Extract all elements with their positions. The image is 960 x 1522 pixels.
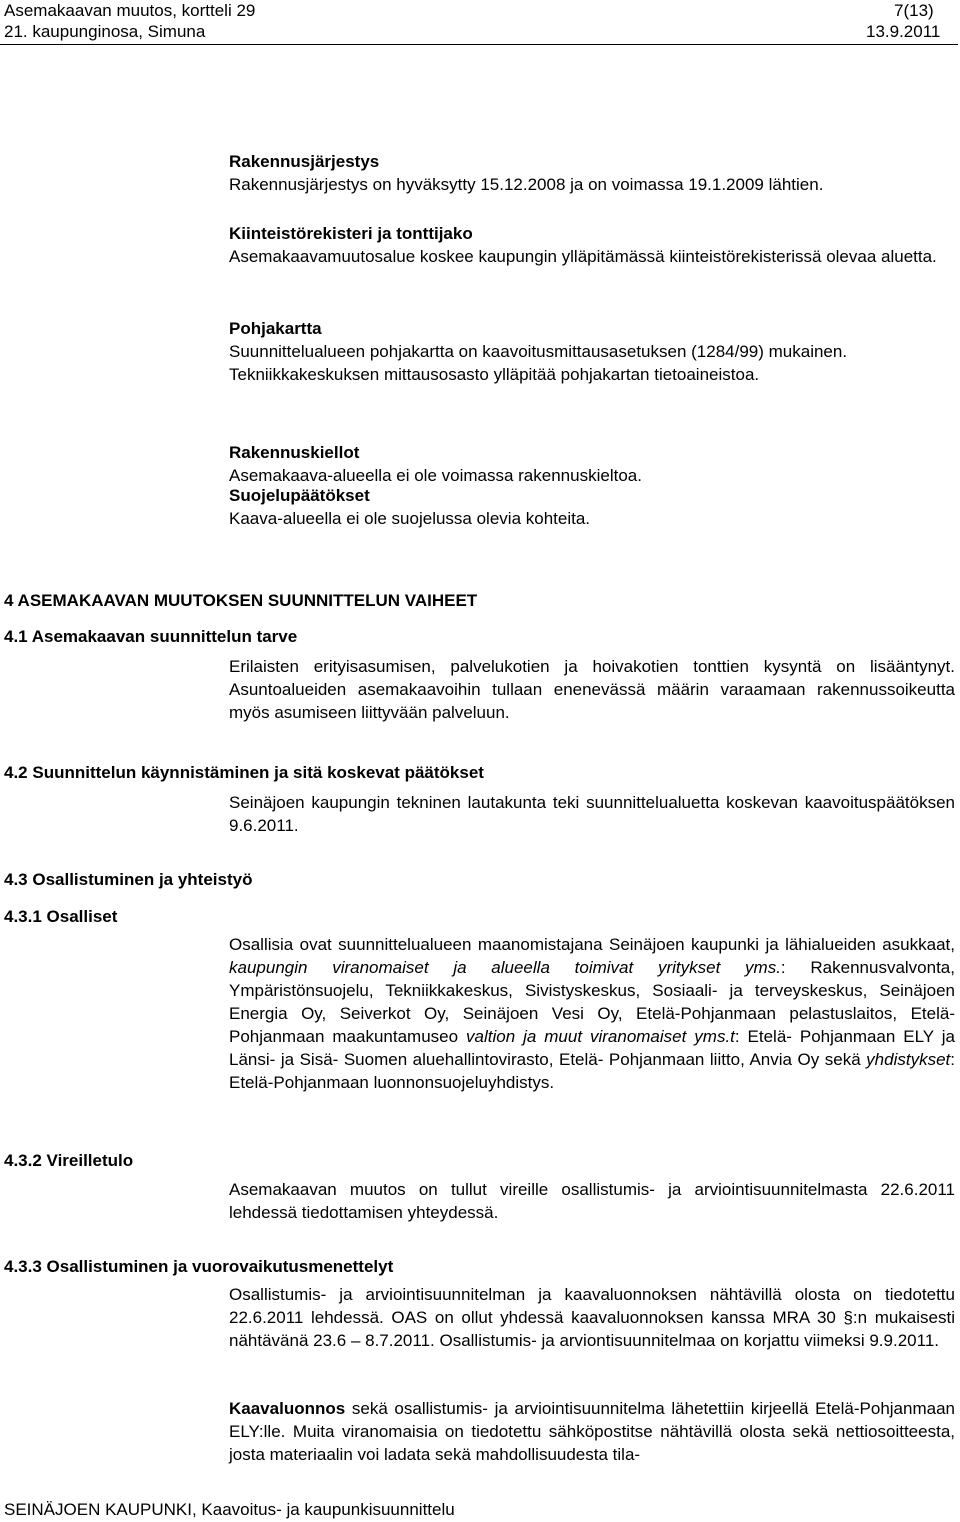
text-4-3-3-bold: Kaavaluonnos [229, 1399, 346, 1418]
header-divider [0, 44, 958, 45]
section-text: Asemakaavamuutosalue koskee kaupungin ylläpitämässä kiinteistörekisterissä olevaa aluetta. [229, 247, 937, 266]
text-4-3-3-para1: Osallistumis- ja arviointisuunnitelman ja kaavaluonnoksen nähtävillä olosta on tiedotettu 22.6.2011 lehdessä. OAS on ollut yhdessä kaavaluonnoksen kanssa MRA 30 §:n mukaisesti nähtävänä 23.6 – 8.7.2011. Osallistumis- ja arviontisuunnitelmaa on korjattu viimeksi 9.9.2011. [229, 1285, 955, 1350]
header-date: 13.9.2011 [866, 22, 941, 41]
section-rakennuskiellot [229, 441, 955, 487]
text-4-3-1-em2: valtion ja muut viranomaiset yms.t [466, 1027, 735, 1046]
text-4-3-1-part2: : Rakennusvalvonta, Ympäristönsuojelu, Tekniikkakeskus, Sivistyskeskus, Sosiaali- ja terveyskeskus, Seinäjoen Energia Oy, Seiverkot Oy, Seinäjoen Vesi Oy, Etelä-Pohjanmaan pelastuslaitos, Etelä-Pohjanmaan maakuntamuseo [229, 958, 955, 1046]
section-text: Rakennusjärjestys on hyväksytty 15.12.2008 ja on voimassa 19.1.2009 lähtien. [229, 175, 824, 194]
text-4-3-1-em3: yhdistykset [866, 1050, 951, 1069]
heading-4-3-1: 4.3.1 Osalliset [4, 907, 118, 926]
section-kiinteistorekisteri [229, 222, 955, 268]
text-4-3-3-para2 [229, 1397, 955, 1466]
text-4-1: Erilaisten erityisasumisen, palvelukotien ja hoivakotien tonttien kysyntä on lisääntynyt. Asuntoalueiden asemakaavoihin tullaan enenevässä määrin varaamaan rakennussoikeutta myös asumiseen liittyvään palveluun. [229, 657, 955, 722]
text-4-3-1-em1: kaupungin viranomaiset ja alueella toimivat yritykset yms. [229, 958, 781, 977]
text-4-2: Seinäjoen kaupungin tekninen lautakunta teki suunnittelualuetta koskevan kaavoituspäätöksen 9.6.2011. [229, 793, 955, 835]
section-title: Pohjakartta [229, 319, 322, 338]
text-4-3-1 [229, 933, 955, 1094]
text-4-3-1-part1: Osallisia ovat suunnittelualueen maanomistajana Seinäjoen kaupunki ja lähialueiden asukkaat, [229, 935, 955, 954]
heading-4-3-3: 4.3.3 Osallistuminen ja vuorovaikutusmenettelyt [4, 1257, 394, 1276]
header-district: 21. kaupunginosa, Simuna [4, 22, 206, 41]
section-title: Suojelupäätökset [229, 486, 370, 505]
text-4-3-2: Asemakaavan muutos on tullut vireille osallistumis- ja arviointisuunnitelmasta 22.6.2011 lehdessä tiedottamisen yhteydessä. [229, 1180, 955, 1222]
heading-4-1: 4.1 Asemakaavan suunnittelun tarve [4, 627, 298, 646]
section-title: Kiinteistörekisteri ja tonttijako [229, 224, 473, 243]
section-text: Asemakaava-alueella ei ole voimassa rakennuskieltoa. [229, 466, 642, 485]
text-4-3-3-rest: sekä osallistumis- ja arviointisuunnitelma lähetettiin kirjeellä Etelä-Pohjanmaan ELY:lle. Muita viranomaisia on tiedotettu sähköpostitse nähtävillä olosta sekä nettiosoitteesta, josta materiaalin voi ladata sekä mahdollisuudesta tila- [229, 1399, 955, 1464]
text-4-3-1-part3: : Etelä- Pohjanmaan ELY ja Länsi- ja Sisä- Suomen aluehallintovirasto, Etelä- Pohjanmaan liitto, Anvia Oy sekä [229, 1027, 956, 1069]
section-text-line1: Suunnittelualueen pohjakartta on kaavoitusmittausasetuksen (1284/99) mukainen. [229, 342, 848, 361]
section-text: Kaava-alueella ei ole suojelussa olevia kohteita. [229, 509, 591, 528]
heading-4-3-2: 4.3.2 Vireilletulo [4, 1151, 134, 1170]
section-title: Rakennuskiellot [229, 443, 360, 462]
section-suojelupaatokset [229, 484, 955, 530]
heading-4-3: 4.3 Osallistuminen ja yhteistyö [4, 870, 253, 889]
heading-4-2: 4.2 Suunnittelun käynnistäminen ja sitä koskevat päätökset [4, 763, 484, 782]
header-page-number: 7(13) [894, 1, 934, 20]
footer-text: SEINÄJOEN KAUPUNKI, Kaavoitus- ja kaupunkisuunnittelu [4, 1500, 455, 1519]
section-text-line2: Tekniikkakeskuksen mittausosasto ylläpitää pohjakartan tietoaineistoa. [229, 365, 760, 384]
section-title: Rakennusjärjestys [229, 152, 380, 171]
section-rakennusjarjestys [229, 150, 955, 196]
chapter-title: 4 ASEMAKAAVAN MUUTOKSEN SUUNNITTELUN VAIHEET [4, 591, 478, 610]
text-4-3-1-part4: : Etelä-Pohjanmaan luonnonsuojeluyhdistys. [229, 1050, 955, 1092]
section-pohjakartta [229, 317, 955, 386]
header-doc-title: Asemakaavan muutos, kortteli 29 [4, 1, 256, 20]
